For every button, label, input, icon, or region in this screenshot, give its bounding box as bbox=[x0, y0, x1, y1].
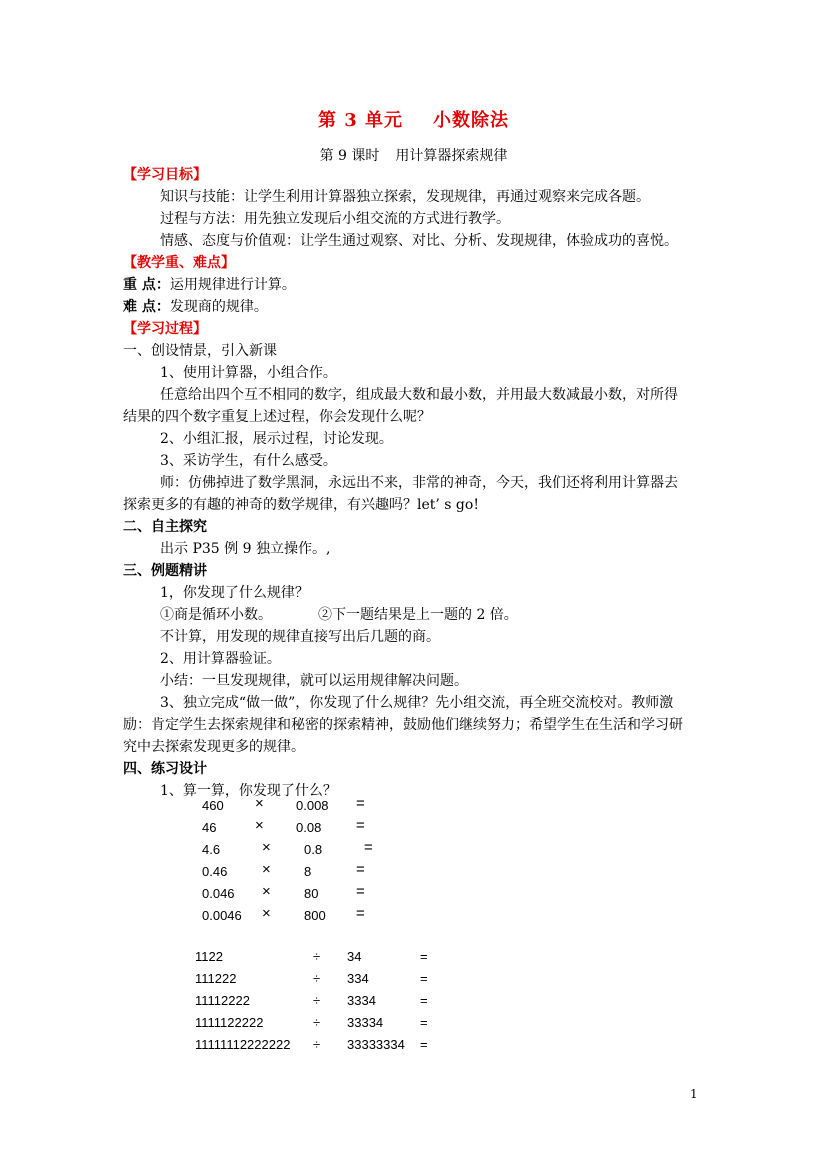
mult-b: 800 bbox=[304, 908, 326, 923]
unit-label: 第 3 单元 bbox=[317, 110, 404, 131]
div-op: ÷ bbox=[313, 971, 321, 986]
process-heading: 【学习过程】 bbox=[123, 321, 207, 337]
part3-line7: 励：肯定学生去探索规律和秘密的探索精神，鼓励他们继续努力；希望学生在生活和学习研 bbox=[123, 717, 683, 733]
part1-line6: 师：仿佛掉进了数学黑洞，永远出不来，非常的神奇，今天，我们还将利用计算器去 bbox=[160, 475, 678, 491]
objective-knowledge: 知识与技能：让学生利用计算器独立探索，发现规律，再通过观察来完成各题。 bbox=[160, 189, 650, 205]
part1-line7: 探索更多的有趣的神奇的数学规律，有兴趣吗？let’ s go! bbox=[123, 497, 479, 513]
key-point bbox=[123, 275, 296, 295]
div-eq: = bbox=[420, 993, 428, 1008]
part3-line3: 不计算，用发现的规律直接写出后几题的商。 bbox=[160, 629, 440, 645]
objective-emotion: 情感、态度与价值观：让学生通过观察、对比、分析、发现规律，体验成功的喜悦。 bbox=[160, 233, 678, 249]
div-a: 1122 bbox=[195, 949, 223, 964]
mult-b: 8 bbox=[304, 864, 312, 879]
lesson-name: 用计算器探索规律 bbox=[395, 148, 508, 164]
key-point-label: 重 点： bbox=[123, 277, 170, 293]
part3-line4: 2、用计算器验证。 bbox=[160, 651, 281, 667]
part2-line1: 出示 P35 例 9 独立操作。, bbox=[160, 541, 331, 557]
div-a: 11112222 bbox=[195, 993, 250, 1008]
mult-a: 0.046 bbox=[202, 886, 235, 901]
part3-line2b: ②下一题结果是上一题的 2 倍。 bbox=[318, 607, 518, 623]
div-op: ÷ bbox=[313, 949, 321, 964]
div-b: 33333334 bbox=[347, 1037, 405, 1052]
mult-op: × bbox=[255, 795, 264, 812]
mult-op: × bbox=[262, 839, 271, 856]
mult-a: 46 bbox=[202, 820, 217, 835]
mult-eq: = bbox=[356, 861, 365, 878]
div-a: 11111112222222 bbox=[195, 1037, 291, 1052]
mult-a: 4.6 bbox=[202, 842, 221, 857]
mult-a: 0.46 bbox=[202, 864, 228, 879]
objective-process: 过程与方法：用先独立发现后小组交流的方式进行教学。 bbox=[160, 211, 510, 227]
part3-line2a: ①商是循环小数。 bbox=[160, 607, 272, 623]
part1-line2: 任意给出四个互不相同的数字，组成最大数和最小数，并用最大数减最小数，对所得 bbox=[160, 387, 678, 403]
page-number: 1 bbox=[690, 1087, 698, 1101]
mult-eq: = bbox=[356, 883, 365, 900]
mult-eq: = bbox=[356, 817, 365, 834]
div-eq: = bbox=[420, 971, 428, 986]
mult-b: 0.008 bbox=[296, 798, 329, 813]
keypoints-heading: 【教学重、难点】 bbox=[123, 255, 235, 271]
part3-line1: 1，你发现了什么规律？ bbox=[160, 585, 309, 601]
mult-a: 0.0046 bbox=[202, 908, 242, 923]
part3-line6: 3、独立完成“做一做”，你发现了什么规律？先小组交流，再全班交流校对。教师激 bbox=[160, 695, 674, 711]
div-eq: = bbox=[420, 949, 428, 964]
part3-title: 三、例题精讲 bbox=[123, 563, 207, 579]
mult-eq: = bbox=[356, 905, 365, 922]
part1-line3: 结果的四个数字重复上述过程，你会发现什么呢？ bbox=[123, 409, 431, 425]
part3-line8: 究中去探索发现更多的规律。 bbox=[123, 739, 305, 755]
div-eq: = bbox=[420, 1037, 428, 1052]
part2-title: 二、自主探究 bbox=[123, 519, 207, 535]
div-op: ÷ bbox=[313, 993, 321, 1008]
part3-line5: 小结：一旦发现规律，就可以运用规律解决问题。 bbox=[160, 673, 468, 689]
div-b: 3334 bbox=[347, 993, 376, 1008]
mult-eq: = bbox=[356, 795, 365, 812]
mult-op: × bbox=[262, 883, 271, 900]
part1-line5: 3、采访学生，有什么感受。 bbox=[160, 453, 337, 469]
difficult-point bbox=[123, 297, 268, 317]
div-b: 34 bbox=[347, 949, 362, 964]
part4-title: 四、练习设计 bbox=[123, 761, 207, 777]
mult-b: 0.8 bbox=[304, 842, 323, 857]
lesson-number: 第 9 课时 bbox=[319, 148, 380, 164]
div-a: 111222 bbox=[195, 971, 237, 986]
div-op: ÷ bbox=[313, 1037, 321, 1052]
part1-line1: 1、使用计算器，小组合作。 bbox=[160, 365, 337, 381]
div-op: ÷ bbox=[313, 1015, 321, 1030]
div-b: 33334 bbox=[347, 1015, 384, 1030]
mult-b: 0.08 bbox=[296, 820, 322, 835]
key-point-text: 运用规律进行计算。 bbox=[169, 277, 296, 293]
part1-line4: 2、小组汇报，展示过程，讨论发现。 bbox=[160, 431, 393, 447]
mult-op: × bbox=[255, 817, 264, 834]
unit-name: 小数除法 bbox=[433, 110, 510, 131]
mult-op: × bbox=[262, 861, 271, 878]
page-title bbox=[0, 111, 827, 131]
mult-eq: = bbox=[364, 839, 373, 856]
mult-op: × bbox=[262, 905, 271, 922]
difficult-point-label: 难 点： bbox=[123, 299, 170, 315]
div-eq: = bbox=[420, 1015, 428, 1030]
part4-line1: 1、算一算，你发现了什么？ bbox=[160, 783, 337, 799]
div-a: 1111122222 bbox=[195, 1015, 264, 1030]
difficult-point-text: 发现商的规律。 bbox=[169, 299, 268, 315]
objectives-heading: 【学习目标】 bbox=[123, 167, 207, 183]
lesson-subtitle bbox=[0, 146, 827, 166]
mult-b: 80 bbox=[304, 886, 319, 901]
part1-title: 一、创设情景，引入新课 bbox=[123, 343, 277, 359]
div-b: 334 bbox=[347, 971, 369, 986]
mult-a: 460 bbox=[202, 798, 224, 813]
